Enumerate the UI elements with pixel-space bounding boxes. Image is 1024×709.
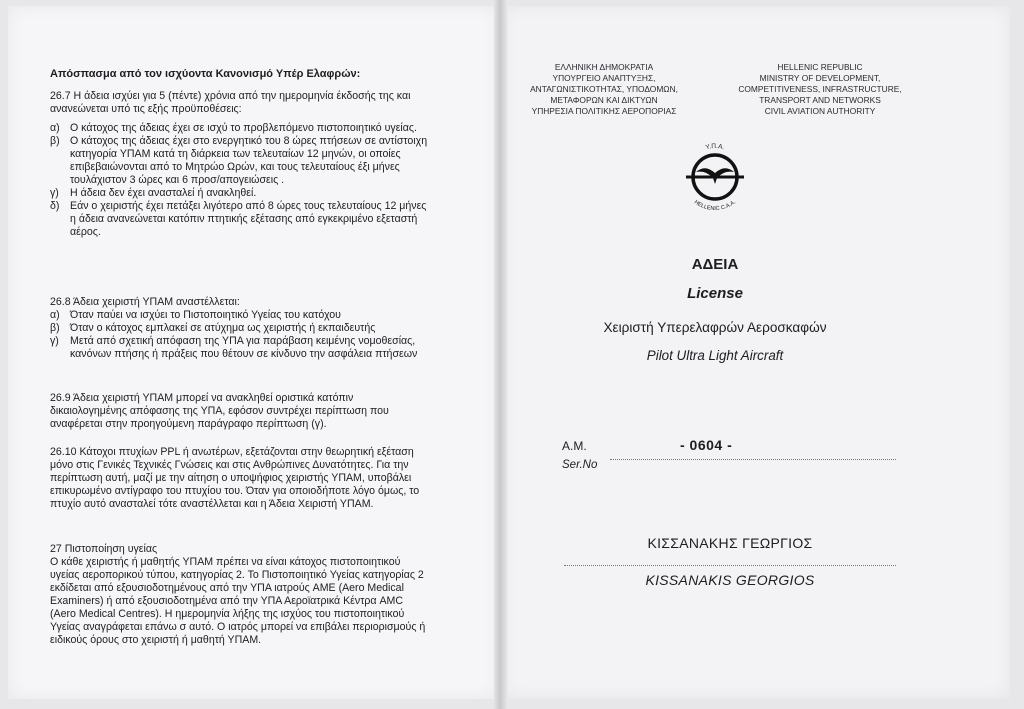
hcaa-bird-emblem-icon: [672, 134, 758, 220]
section-26-7-intro: 26.7 Η άδεια ισχύει για 5 (πέντε) χρόνια από την ημερομηνία έκδοσής της και ανανεώνεται υπό τις εξής προϋποθέσεις:: [50, 90, 411, 115]
license-title-greek: ΑΔΕΙΑ: [691, 256, 739, 273]
list-item: γ) Η άδεια δεν έχει ανασταλεί ή ανακληθεί.: [50, 187, 257, 199]
section-27: [50, 543, 430, 647]
list-item: β) Ο κάτοχος της άδειας έχει στο ενεργητικό του 8 ώρες πτήσεων σε αντίστοιχη κατηγορία ΥΠΑΜ κατά τη διάρκεια των τελευταίων 12 μηνών, οι οποίες επιβεβαιώνονται από το Μητρώο Ωρών, και τους τελευταίους έξι μήνες τουλάχιστον 3 ώρες και 6 προσ/απογειώσεις .: [50, 135, 428, 186]
list-item: α) Όταν παύει να ισχύει το Πιστοποιητικό Υγείας του κατόχου: [50, 309, 341, 321]
name-dotted-line: [564, 565, 896, 566]
list-item: δ) Εάν ο χειριστής έχει πετάξει λιγότερο από 8 ώρες τους τελευταίους 12 μήνες η άδεια ανανεώνεται κατόπιν πτητικής εξέτασης από εγκεκριμένο εξεταστή αέρος.: [50, 200, 427, 238]
section-27-body: Ο κάθε χειριστής ή μαθητής ΥΠΑΜ πρέπει να είναι κάτοχος πιστοποιητικού υγείας αεροπορικού τύπου, κατηγορίας 2. Το Πιστοποιητικό Υγείας κατηγορίας 2 εκδίδεται από εξουσιοδοτημένους από την ΥΠΑ ιατρούς AME (Aero Medical Examiners) ή από εξουσιοδοτημένα από την ΥΠΑ Αεροϊατρικά Κέντρα AMC (Aero Medical Centres). Η ημερομηνία λήξης της ισχύος του πιστοποιητικού Υγείας αναγράφεται επάνω σ αυτό. Ο ιατρός μπορεί να επιβάλει περιορισμούς ή ειδικούς όρους στο χειριστή ή μαθητή ΥΠΑΜ.: [50, 556, 426, 646]
regulation-heading: Απόσπασμα από τον ισχύοντα Κανονισμό Υπέρ Ελαφρών:: [50, 68, 361, 80]
license-title-english: License: [687, 285, 743, 302]
holder-name-greek: ΚΙΣΣΑΝΑΚΗΣ ΓΕΩΡΓΙΟΣ: [647, 535, 813, 551]
list-item: β) Όταν ο κάτοχος εμπλακεί σε ατύχημα ως χειριστής ή εκπαιδευτής: [50, 322, 376, 334]
serno-label: Ser.No: [562, 459, 598, 471]
serial-number: - 0604 -: [680, 437, 733, 453]
booklet-fold: [494, 0, 508, 709]
section-26-8: [50, 296, 430, 361]
authority-greek: ΕΛΛΗΝΙΚΗ ΔΗΜΟΚΡΑΤΙΑ ΥΠΟΥΡΓΕΙΟ ΑΝΑΠΤΥΞΗΣ, ΑΝΤΑΓΩΝΙΣΤΙΚΟΤΗΤΑΣ, ΥΠΟΔΟΜΩΝ, ΜΕΤΑΦΟΡΩΝ ΚΑΙ ΔΙΚΤΥΩΝ ΥΠΗΡΕΣΙΑ ΠΟΛΙΤΙΚΗΣ ΑΕΡΟΠΟΡΙΑΣ: [530, 62, 678, 116]
list-item: γ) Μετά από σχετική απόφαση της ΥΠΑ για παράβαση κειμένης νομοθεσίας, κανόνων πτήσης ή πράξεις που θέτουν σε κίνδυνο την ασφάλεια πτήσεων: [50, 335, 418, 360]
section-26-10: 26.10 Κάτοχοι πτυχίων PPL ή ανωτέρων, εξετάζονται στην θεωρητική εξέταση μόνο στις Γενικές Τεχνικές Γνώσεις και στις Ανθρώπινες Δυνατότητες. Για την περίπτωση αυτή, μαζί με την αίτηση ο υποψήφιος χειριστής ΥΠΑΜ, υποβάλει επικυρωμένο αντίγραφο του πτυχίου του. Όταν για οποιοδήποτε λόγο όμως, το πτυχίο αυτό ανασταλεί τότε αναστέλλεται και η Άδεια Χειριστή ΥΠΑΜ.: [50, 446, 420, 510]
serial-dotted-line: [610, 459, 896, 460]
section-26-9: 26.9 Άδεια χειριστή ΥΠΑΜ μπορεί να ανακληθεί οριστικά κατόπιν δικαιολογημένης απόφασης της ΥΠΑ, εφόσον συντρέχει περίπτωση που αναφέρεται στην προηγούμενη παράγραφο περίπτωση (γ).: [50, 392, 389, 430]
section-26-8-intro: 26.8 Άδεια χειριστή ΥΠΑΜ αναστέλλεται:: [50, 296, 240, 308]
authority-english: HELLENIC REPUBLIC MINISTRY OF DEVELOPMENT, COMPETITIVENESS, INFRASTRUCTURE, TRANSPORT AND NETWORKS CIVIL AVIATION AUTHORITY: [738, 62, 902, 116]
license-category-greek: Χειριστή Υπερελαφρών Αεροσκαφών: [603, 320, 827, 335]
section-27-title: 27 Πιστοποίηση υγείας: [50, 543, 158, 555]
license-category-english: Pilot Ultra Light Aircraft: [646, 348, 784, 363]
am-label: Α.Μ.: [562, 439, 587, 453]
section-26-7: [50, 90, 430, 239]
holder-name-english: KISSANAKIS GEORGIOS: [645, 572, 815, 588]
svg-text:Υ.Π.Α.: Υ.Π.Α.: [704, 142, 726, 152]
svg-text:HELLENIC C.A.A.: HELLENIC C.A.A.: [692, 199, 738, 213]
list-item: α) Ο κάτοχος της άδειας έχει σε ισχύ το προβλεπόμενο πιστοποιητικό υγείας.: [50, 122, 417, 134]
